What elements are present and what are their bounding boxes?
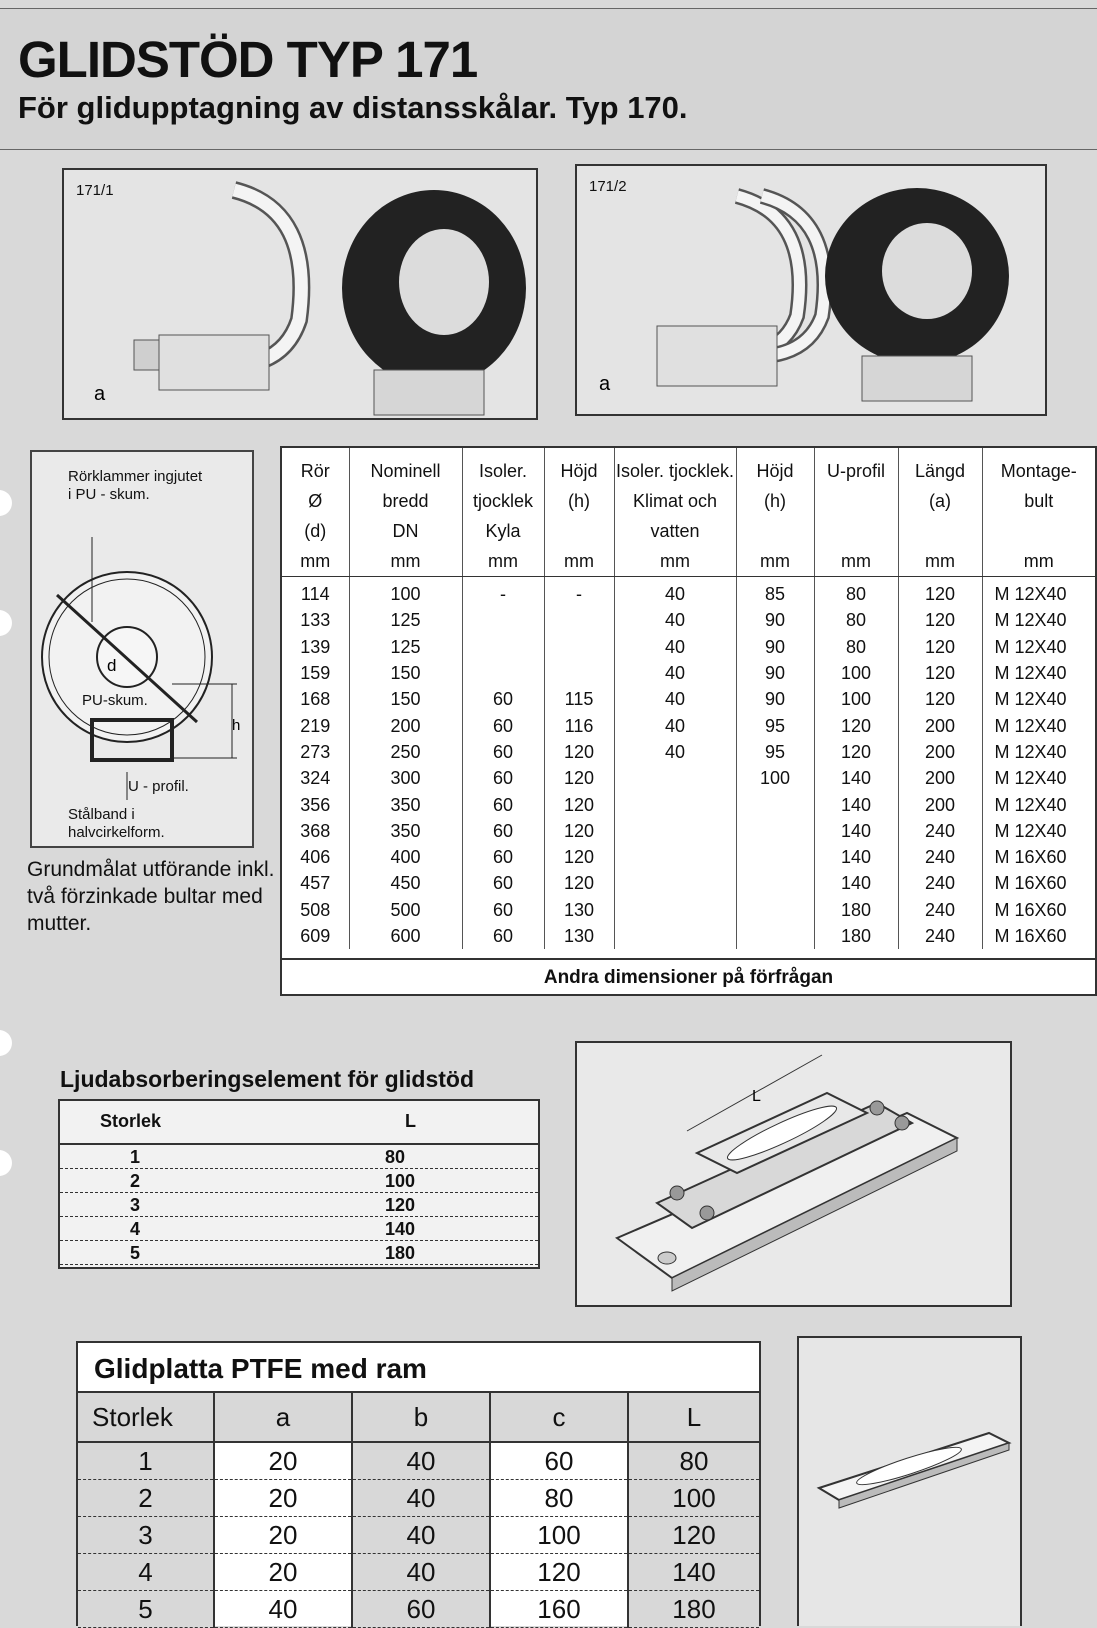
table-cell: 120: [490, 1554, 628, 1591]
column-header: [814, 448, 898, 577]
table-cell: 115: [544, 686, 614, 712]
table-cell: 20: [214, 1480, 352, 1517]
column-header: [349, 448, 462, 577]
table-cell: [614, 923, 736, 949]
sound-element-svg: [577, 1043, 1010, 1305]
length-cell: 120: [385, 1195, 416, 1215]
header-line: [815, 516, 898, 546]
table-row: [78, 1517, 759, 1554]
table-header-row: [60, 1101, 538, 1145]
column-header: [736, 448, 814, 577]
table-cell: 100: [736, 765, 814, 791]
table-cell: 85: [736, 577, 814, 608]
size-cell: 3: [130, 1195, 141, 1215]
ptfe-title: Glidplatta PTFE med ram: [78, 1343, 759, 1393]
table-cell: 60: [490, 1442, 628, 1480]
table-cell: 120: [544, 791, 614, 817]
table-cell: M 12X40: [982, 739, 1095, 765]
table-cell: 40: [352, 1442, 490, 1480]
table-row: [282, 712, 1095, 738]
header-line: Klimat och: [632, 491, 718, 511]
table-cell: 125: [349, 607, 462, 633]
header-line: U-profil: [826, 461, 885, 481]
table-cell: 60: [462, 765, 544, 791]
length-cell: 140: [385, 1219, 416, 1239]
table-cell: 180: [628, 1591, 759, 1628]
table-footer-note: Andra dimensioner på förfrågan: [282, 958, 1095, 994]
table-cell: [462, 660, 544, 686]
table-cell: 180: [814, 923, 898, 949]
table-cell: 139: [300, 636, 331, 657]
table-cell: 60: [352, 1591, 490, 1628]
table-cell: 40: [614, 577, 736, 608]
table-row: [282, 897, 1095, 923]
table-cell: 600: [349, 923, 462, 949]
table-cell: 90: [736, 686, 814, 712]
dim-label-a: a: [94, 383, 106, 405]
table-cell: M 12X40: [982, 791, 1095, 817]
header-line: (d): [304, 521, 327, 541]
table-cell: 140: [814, 818, 898, 844]
table-cell: 80: [814, 634, 898, 660]
header-line: [983, 516, 1096, 546]
header-line: tjocklek: [472, 491, 534, 511]
table-cell: 3: [78, 1517, 214, 1554]
header-line: mm: [300, 551, 331, 571]
sound-element-table: [58, 1099, 540, 1269]
header-line: Höjd: [756, 461, 794, 481]
table-cell: 120: [814, 739, 898, 765]
table-cell: 60: [462, 686, 544, 712]
table-cell: [544, 634, 614, 660]
column-header: L: [628, 1393, 759, 1442]
table-cell: 40: [352, 1554, 490, 1591]
table-cell: 60: [462, 712, 544, 738]
column-header: [982, 448, 1095, 577]
table-row: [60, 1193, 538, 1217]
header-line: vatten: [650, 521, 700, 541]
table-cell: M 12X40: [982, 660, 1095, 686]
table-cell: 40: [614, 660, 736, 686]
table-cell: [462, 634, 544, 660]
table-row: [282, 765, 1095, 791]
table-cell: M 12X40: [982, 765, 1095, 791]
table-cell: 120: [898, 634, 982, 660]
table-cell: 120: [898, 660, 982, 686]
header-l: L: [405, 1111, 416, 1131]
table-cell: 116: [544, 712, 614, 738]
header-line: mm: [925, 551, 955, 571]
header-line: mm: [760, 551, 790, 571]
header-storlek: Storlek: [100, 1111, 162, 1131]
table-cell: [736, 791, 814, 817]
header-line: Ø: [308, 491, 323, 511]
table-cell: 125: [349, 634, 462, 660]
table-row: [78, 1480, 759, 1517]
binder-hole: [0, 490, 12, 516]
length-cell: 80: [385, 1147, 406, 1167]
table-cell: 90: [736, 660, 814, 686]
table-cell: 100: [490, 1517, 628, 1554]
header-line: Montage-: [1000, 461, 1077, 481]
header-line: Kyla: [485, 521, 521, 541]
page-title: GLIDSTÖD TYP 171: [18, 31, 478, 88]
table-cell: 100: [628, 1480, 759, 1517]
table-cell: [614, 844, 736, 870]
table-cell: 219: [300, 715, 331, 736]
table-cell: 114: [300, 584, 330, 605]
table-cell: 200: [898, 791, 982, 817]
table-cell: 40: [614, 739, 736, 765]
table-cell: 140: [628, 1554, 759, 1591]
column-header: [544, 448, 614, 577]
table-cell: M 12X40: [982, 634, 1095, 660]
table-cell: 1: [78, 1442, 214, 1480]
table-cell: 120: [898, 577, 982, 608]
column-header: [614, 448, 736, 577]
table-cell: 60: [462, 791, 544, 817]
table-cell: 406: [300, 847, 331, 868]
table-row: [78, 1554, 759, 1591]
table-cell: 100: [814, 686, 898, 712]
table-cell: 200: [898, 712, 982, 738]
table-cell: 120: [814, 712, 898, 738]
table-cell: 324: [300, 768, 331, 789]
table-cell: [614, 765, 736, 791]
table-cell: 100: [814, 660, 898, 686]
table-cell: 150: [349, 686, 462, 712]
table-cell: 80: [814, 577, 898, 608]
table-cell: 400: [349, 844, 462, 870]
label-clamp: Rörklammer ingjutet i PU - skum.: [68, 468, 203, 503]
table-cell: M 12X40: [982, 818, 1095, 844]
table-row: [282, 634, 1095, 660]
table-cell: 4: [78, 1554, 214, 1591]
table-cell: [736, 818, 814, 844]
table-cell: 240: [898, 923, 982, 949]
table-cell: -: [544, 577, 614, 608]
label-d: d: [107, 656, 117, 675]
table-cell: 40: [614, 712, 736, 738]
header-line: (h): [568, 491, 590, 511]
table-cell: 350: [349, 791, 462, 817]
header-line: bredd: [382, 491, 429, 511]
product-photo-171-1: [62, 168, 538, 420]
table-cell: 240: [898, 818, 982, 844]
table-cell: 457: [300, 873, 331, 894]
table-cell: 20: [214, 1554, 352, 1591]
ptfe-plate-illustration: [797, 1336, 1022, 1626]
table-row: [282, 686, 1095, 712]
table-cell: 2: [78, 1480, 214, 1517]
table-cell: [544, 660, 614, 686]
table-cell: 80: [814, 607, 898, 633]
table-cell: 450: [349, 870, 462, 896]
table-cell: 120: [898, 607, 982, 633]
table-row: [282, 739, 1095, 765]
label-pu-skum: PU-skum.: [82, 692, 148, 709]
table-cell: [462, 607, 544, 633]
table-cell: 60: [462, 844, 544, 870]
table-row: [78, 1591, 759, 1628]
table-row: [282, 607, 1095, 633]
table-cell: 40: [614, 686, 736, 712]
table-cell: 168: [300, 689, 331, 710]
table-cell: 609: [300, 926, 331, 946]
table-cell: 140: [814, 844, 898, 870]
column-header: a: [214, 1393, 352, 1442]
header-line: mm: [390, 551, 421, 571]
label-h: h: [232, 717, 241, 734]
header-line: (h): [764, 491, 786, 511]
table-cell: 160: [490, 1591, 628, 1628]
photo-label: 171/2: [589, 178, 627, 195]
header-line: [545, 516, 614, 546]
table-cell: 120: [544, 765, 614, 791]
table-row: [60, 1241, 538, 1265]
header-line: bult: [1024, 491, 1054, 511]
table-cell: 80: [490, 1480, 628, 1517]
table-row: [78, 1442, 759, 1480]
diagram-caption: Grundmålat utförande inkl. två förzinkade bultar med mutter.: [27, 858, 275, 935]
table-cell: 120: [544, 739, 614, 765]
binder-hole: [0, 1150, 12, 1176]
product-photo-171-2: [575, 164, 1047, 416]
dimension-table: [280, 446, 1097, 996]
table-cell: 40: [352, 1517, 490, 1554]
binder-hole: [0, 610, 12, 636]
table-cell: 60: [462, 739, 544, 765]
table-cell: 159: [300, 663, 331, 684]
table-cell: 95: [736, 739, 814, 765]
length-cell: 180: [385, 1243, 416, 1263]
header-line: mm: [841, 551, 871, 571]
table-cell: 60: [462, 897, 544, 923]
table-cell: [736, 870, 814, 896]
size-cell: 4: [130, 1219, 141, 1239]
table-cell: 130: [544, 923, 614, 949]
table-row: [60, 1217, 538, 1241]
column-header: Storlek: [78, 1393, 214, 1442]
table-cell: M 16X60: [982, 897, 1095, 923]
header-line: Isoler.: [478, 461, 528, 481]
ptfe-plate-table: [76, 1341, 761, 1626]
table-cell: 120: [544, 844, 614, 870]
table-row: [282, 844, 1095, 870]
table-cell: 180: [814, 897, 898, 923]
ptfe-plate-svg: [799, 1338, 1020, 1626]
header-line: [737, 516, 814, 546]
header-line: mm: [660, 551, 690, 571]
size-cell: 2: [130, 1171, 141, 1191]
sound-element-title: Ljudabsorberingselement för glidstöd: [60, 1066, 475, 1092]
table-cell: 140: [814, 765, 898, 791]
sound-element-illustration: [575, 1041, 1012, 1307]
header-line: Längd: [914, 461, 966, 481]
dim-label-a: a: [599, 373, 611, 395]
table-cell: 60: [462, 870, 544, 896]
table-cell: 40: [614, 607, 736, 633]
table-cell: 200: [349, 712, 462, 738]
table-cell: 60: [462, 923, 544, 949]
table-cell: M 12X40: [982, 712, 1095, 738]
header-line: Rör: [300, 461, 330, 481]
table-cell: M 16X60: [982, 844, 1095, 870]
column-header: c: [490, 1393, 628, 1442]
double-clamp-illustration: [577, 166, 1045, 414]
table-cell: 150: [349, 660, 462, 686]
table-cell: 95: [736, 712, 814, 738]
table-cell: 100: [349, 577, 462, 608]
table-cell: 200: [898, 739, 982, 765]
table-cell: 40: [352, 1480, 490, 1517]
table-row: [282, 660, 1095, 686]
table-cell: 500: [349, 897, 462, 923]
size-cell: 5: [130, 1243, 141, 1263]
table-cell: 240: [898, 844, 982, 870]
table-cell: 240: [898, 897, 982, 923]
table-cell: 140: [814, 791, 898, 817]
header-line: [815, 486, 898, 516]
header-line: mm: [1023, 551, 1054, 571]
table-cell: 133: [300, 610, 331, 631]
table-cell: -: [462, 577, 544, 608]
table-cell: 120: [544, 818, 614, 844]
table-cell: [736, 844, 814, 870]
table-cell: 200: [898, 765, 982, 791]
size-cell: 1: [130, 1147, 141, 1167]
table-cell: [614, 791, 736, 817]
binder-hole: [0, 1030, 12, 1056]
table-cell: M 16X60: [982, 870, 1095, 896]
table-cell: 508: [300, 899, 331, 920]
dim-label-l: L: [752, 1088, 761, 1105]
label-u-profil: U - profil.: [128, 778, 189, 795]
header-line: [899, 516, 982, 546]
photo-label: 171/1: [76, 182, 114, 199]
cross-section-diagram: [30, 450, 254, 848]
table-row: [282, 818, 1095, 844]
table-cell: 20: [214, 1517, 352, 1554]
table-cell: 90: [736, 607, 814, 633]
table-cell: 90: [736, 634, 814, 660]
table-cell: 60: [462, 818, 544, 844]
table-row: [282, 791, 1095, 817]
table-cell: 40: [614, 634, 736, 660]
table-header-row: [78, 1393, 759, 1442]
table-cell: 20: [214, 1442, 352, 1480]
table-cell: 40: [214, 1591, 352, 1628]
column-header: b: [352, 1393, 490, 1442]
table-cell: 356: [300, 794, 331, 815]
table-cell: M 12X40: [982, 577, 1095, 608]
header-line: mm: [564, 551, 594, 571]
table-cell: [614, 897, 736, 923]
table-row: [60, 1145, 538, 1169]
table-cell: M 12X40: [982, 686, 1095, 712]
table-cell: 368: [300, 820, 331, 841]
column-header: [282, 448, 349, 577]
column-header: [898, 448, 982, 577]
table-cell: [736, 897, 814, 923]
label-stalband: Stålband i halvcirkelform.: [68, 806, 165, 841]
table-cell: 300: [349, 765, 462, 791]
length-cell: 100: [385, 1171, 416, 1191]
page-subtitle: För glidupptagning av distansskålar. Typ 170.: [18, 90, 688, 125]
table-cell: 250: [349, 739, 462, 765]
table-cell: 80: [628, 1442, 759, 1480]
table-cell: 120: [628, 1517, 759, 1554]
table-cell: 273: [300, 741, 331, 762]
table-cell: M 12X40: [982, 607, 1095, 633]
header-line: mm: [488, 551, 518, 571]
table-cell: 120: [898, 686, 982, 712]
table-row: [282, 577, 1095, 608]
table-row: [60, 1169, 538, 1193]
column-header: [462, 448, 544, 577]
header-line: Isoler. tjocklek.: [615, 461, 735, 481]
table-row: [282, 870, 1095, 896]
table-cell: 140: [814, 870, 898, 896]
header-line: Nominell: [370, 461, 441, 481]
header-line: DN: [392, 521, 419, 541]
table-header-row: [282, 448, 1095, 577]
table-cell: 5: [78, 1591, 214, 1628]
table-cell: [736, 923, 814, 949]
table-cell: [544, 607, 614, 633]
clamp-illustration: [64, 170, 536, 418]
table-cell: M 16X60: [982, 923, 1095, 949]
table-cell: [614, 870, 736, 896]
table-cell: 130: [544, 897, 614, 923]
table-cell: 350: [349, 818, 462, 844]
table-cell: 120: [544, 870, 614, 896]
table-cell: 240: [898, 870, 982, 896]
header-line: (a): [929, 491, 951, 511]
table-row: [282, 923, 1095, 949]
header-line: Höjd: [560, 461, 598, 481]
table-cell: [614, 818, 736, 844]
